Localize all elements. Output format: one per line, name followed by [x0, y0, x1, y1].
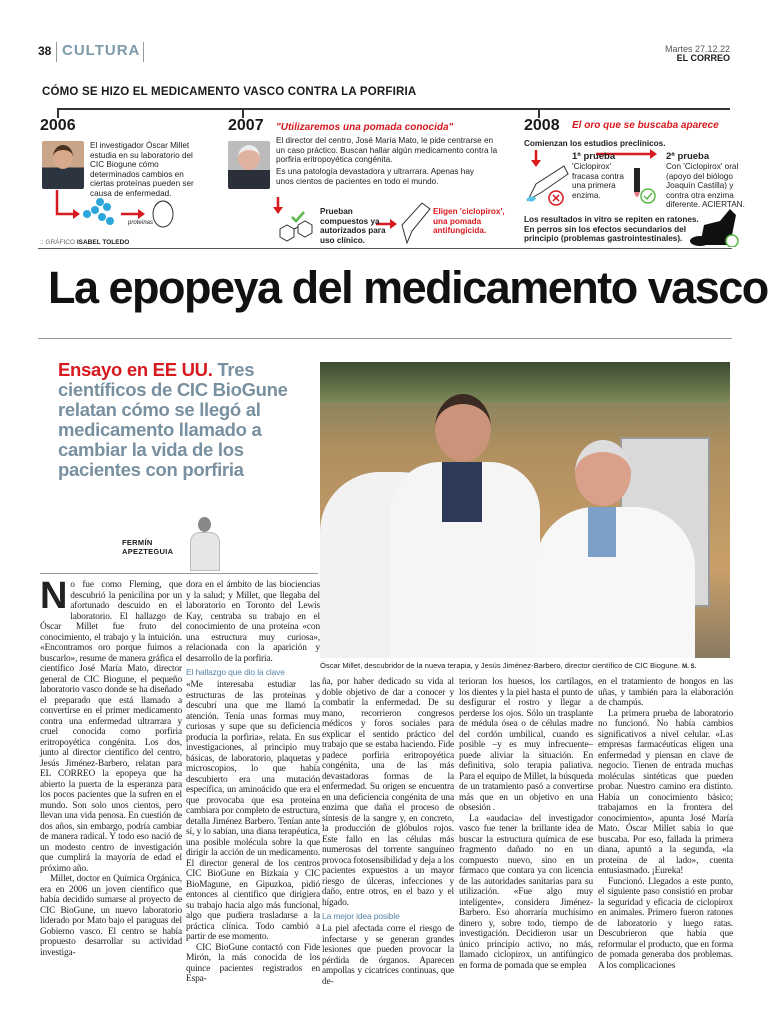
article-column-2: [186, 580, 320, 985]
test-1-title: 1ª prueba: [572, 151, 616, 162]
test-1: [572, 151, 632, 200]
paragraph: CIC BioGune contactó con Fide Mirón, la más conocida de los quince pacientes registrados en Espa-: [186, 942, 320, 984]
year-2008: 2008: [524, 117, 560, 134]
paragraph: Funcionó. Llegados a este punto, el siguiente paso consistió en probar la seguridad y eficacia de ciclopirox en animales. Primero fueron ratones de laboratorio y luego ratas. Descubrieron que había que reformular el producto, que en forma de pomada generaba dos problemas. A los complicaciones: [598, 876, 733, 971]
year-2007: 2007: [228, 117, 264, 134]
subhead: El hallazgo que dio la clave: [186, 667, 285, 677]
subheadline-text: Tres científicos de CIC BioGune relatan cómo se llegó al medicamento llamado a cambiar la vida de los pacientes con porfiria: [58, 359, 288, 480]
mato-portrait: [228, 141, 270, 189]
paragraph: La piel afectada corre el riesgo de infectarse y se generan grandes lesiones que pueden provocar la pérdida de órganos. Aparecen ampollas y cicatrices continuas, que de-: [322, 924, 454, 987]
test-2-title: 2ª prueba: [666, 151, 710, 162]
paragraph: en el tratamiento de hongos en las uñas, y también para la elaboración de champús.: [598, 677, 733, 708]
results-2008: Los resultados in vitro se repiten en ratones. En perros sin los efectos secundarios del principio (problemas gastrointestinales).: [524, 215, 699, 244]
paragraph: «Me interesaba estudiar las estructuras de las proteínas y descubrí una que me llamó la atención. Tenía unas formas muy curiosas y supe que su deficiencia producía la porfiria», relata. En sus investigaciones, al principio muy básicas, de laboratorio, plaquetas y microscopios, lo que había descubierto era una mutación específica, un aminoácido que era el que provocaba que esa proteína cambiara por completo de estructura, detalla Jiménez Barbero. Tenían ante sí, y lo sabían, una diana terapéutica, una posible molécula sobre la que dirigir la acción de un medicamento. El director general de los centros CIC BioGune en Bizkaia y CIC BioMagune, en Gipuzkoa, pidió entonces al científico que dirigiera su trabajo hacia algo más funcional, algo que pudiera trasladarse a la práctica clínica. Todo cambió a partir de ese momento.: [186, 680, 320, 942]
infographic-title: CÓMO SE HIZO EL MEDICAMENTO VASCO CONTRA LA PORFIRIA: [42, 86, 417, 98]
paragraph: dora en el ámbito de las biociencias y la salud; y Millet, que llegaba del laboratorio en Toronto del Lewis Kay, centraba su trabajo en el conocimiento de una proteína «con una estructura muy curiosa», relacionada con la aparición y desarrollo de la porfiria.: [186, 580, 320, 664]
paragraph: La primera prueba de laboratorio no funcionó. No había cambios significativos a nivel celular. «Las empresas farmacéuticas eligen una enfermedad y piensan en clave de negocio. Tienen de entrada muchas moléculas sintéticas que pueden probar. Nuestro camino era distinto. Había un conocimiento básico; trabajamos en la frontera del conocimiento», apunta José María Mato. Óscar Millet sabía lo que buscaba. Por eso, fallada la primera diana, apuntó a la segunda, «la proteína de al lado», cuenta entusiasmado. ¡Eureka!: [598, 708, 733, 876]
test-2-text: Con 'Ciclopirox' oral (apoyo del biólogo Joaquín Castilla) y contra otra enzima diferente. ACIERTAN.: [666, 162, 745, 210]
text-2007-b: Es una patología devastadora y ultrarrara. Apenas hay unos cientos de pacientes en todo el mundo.: [276, 167, 474, 186]
test-2: [666, 151, 746, 210]
article-column-4: [459, 677, 593, 971]
photo-caption: [320, 661, 696, 670]
article-column-5: [598, 677, 733, 971]
millet-portrait: [42, 141, 84, 189]
article-headline: La epopeya del medicamento vasco: [48, 262, 768, 313]
page-number: 38: [38, 44, 52, 58]
section-name: CULTURA: [62, 42, 141, 59]
timeline-line: [57, 108, 730, 110]
step-choose-ciclopirox: Eligen 'ciclopirox', una pomada antifungicida.: [433, 207, 505, 236]
author-byline: FERMÍN APEZTEGUIA: [122, 538, 174, 556]
paragraph: ña, por haber dedicado su vida al doble objetivo de dar a conocer y combatir la enfermedad. De su mano, recorrieron congresos médicos y foros sociales para explicar el sentido práctico del trabajo que se estaba haciendo. Fide padece porfiria eritropoyética congénita, una de las más devastadoras formas de la enfermedad. Su origen se encuentra en una deficiencia congénita de una enzima que daña el proceso de síntesis de la sangre y, en concreto, la producción de glóbulos rojos. Este fallo en las células más numerosas del torrente sanguíneo provoca fotosensibilidad y deja a los pacientes expuestos a un mayor riesgo de úlceras, infecciones y daño, entre otros, en el bazo y el hígado.: [322, 677, 454, 908]
infographic-bottom-rule: [38, 248, 732, 249]
graphic-credit: [40, 239, 129, 246]
article-column-1: [40, 575, 182, 958]
paragraph: Millet, doctor en Química Orgánica, era en 2006 un joven científico que había decidido sumarse al proyecto de CIC BioGune, un nuevo laboratorio liderado por Mato bajo el paraguas del Gobierno vasco. El centro se había propuesto desarrollar su actividad investiga-: [40, 874, 182, 958]
credit-name: ISABEL TOLEDO: [76, 239, 130, 246]
credit-prefix: :: GRÁFICO: [40, 239, 76, 246]
caption-text: Óscar Millet, descubridor de la nueva terapia, y Jesús Jiménez-Barbero, director científico de CIC Biogune.: [320, 661, 681, 670]
headline-rule: [38, 338, 732, 339]
author-photo: [187, 515, 223, 571]
drop-cap: N: [40, 575, 68, 617]
text-2006: El investigador Óscar Millet estudia en su laboratorio del CIC Biogune cómo determinados cambios en ciertas proteínas pueden ser causa de enfermedad.: [90, 141, 194, 198]
proteins-label: proteínas: [128, 220, 154, 226]
text-2007-a: El director del centro, José María Mato, le pide centrarse en un caso práctico. Buscan hallar algún medicamento contra la porfiria eritropoyética congénita.: [276, 136, 498, 165]
issue-date: Martes 27.12.22: [664, 44, 730, 54]
year-2006: 2006: [40, 117, 76, 134]
paragraph: terioran los huesos, los cartílagos, los dientes y la piel hasta el punto de desfigurar el rostro y llegar a perderse los ojos. Sólo un trasplante de médula ósea o de células madre del cordón umbilical, cuando es posible –y es muy infrecuente– puede aliviar la situación. En definitiva, solo terapia paliativa. Para el equipo de Millet, la búsqueda de un tratamiento pasó a convertirse más que en un objetivo en una obsesión .: [459, 677, 593, 813]
subhead: La mejor idea posible: [322, 911, 400, 921]
test-1-text: 'Ciclopirox' fracasa contra una primera enzima.: [572, 162, 624, 200]
photo-credit: M. S.: [682, 664, 697, 670]
preclinical-intro: Comienzan los estudios preclínicos.: [524, 139, 666, 148]
kicker: Ensayo en EE UU.: [58, 359, 213, 380]
newspaper-name: EL CORREO: [676, 53, 730, 63]
article-column-3: [322, 677, 454, 987]
quote-2007: "Utilizaremos una pomada conocida": [276, 122, 454, 133]
main-photo: [320, 362, 730, 658]
divider: [143, 42, 144, 62]
dog-and-mouse-icon: [690, 205, 740, 247]
paragraph: o fue como Fleming, que descubrió la penicilina por un afortunado descuido en el laboratorio. El hallazgo de Óscar Millet fue fruto del conocimiento, el trabajo y la intuición. «Encontramos oro porque fuimos a buscarlo», resume de manera gráfica el científico José María Mato, director general de CIC Biogune, el pequeño laboratorio vasco donde se ha diseñado el preparado que está llamado a convertirse en el primer medicamento contra una enfermedad ultrarrara y cruel conocida como porfiria eritropoyética congénita. Los dos, junto al director científico del centro, Jesús Jiménez-Barbero, relatan para EL CORREO la epopeya que ha abierto la puerta de la esperanza para los pocos pacientes que la sufren en el mundo. Son solo unos cientos, pero llevan una vida penosa. En cuestión de dos años, sin embargo, podría cambiar de manera radical. Y todo eso nació de un modesto centro de investigación que cumplirá la mayoría de edad el próximo año.: [40, 580, 182, 874]
article-subheadline: [58, 360, 288, 480]
protein-diagram-icon: [55, 190, 185, 230]
paragraph: La «audacia» del investigador vasco fue tener la brillante idea de buscar la estructura química de ese fragmento dañado no en un compuesto nuevo, sino en un fármaco que contara ya con licencia de las autoridades sanitarias para su utilización. «Fue algo muy inteligente», considera Jiménez-Barbero. Eso ahorraría muchísimo dinero y, sobre todo, tiempo de investigación. Decidieron usar un único principio activo, no más, llamado ciclopirox, un antifúngico en forma de pomada que se emplea: [459, 813, 593, 971]
divider: [56, 42, 57, 62]
step-test-compounds: Prueban compuestos ya autorizados para uso clínico.: [320, 207, 386, 245]
byline-rule: [40, 573, 318, 574]
title-2008: El oro que se buscaba aparece: [572, 120, 719, 131]
